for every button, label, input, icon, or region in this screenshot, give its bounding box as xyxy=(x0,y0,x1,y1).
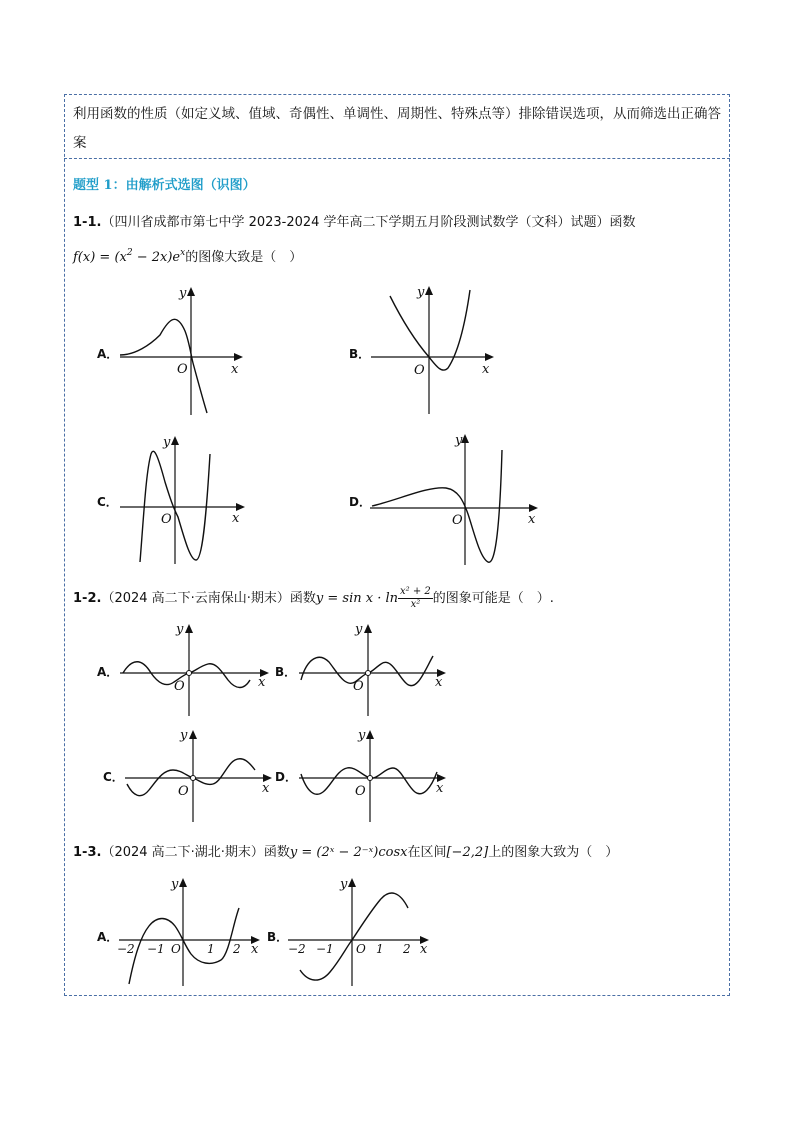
q1-graph-b xyxy=(368,282,498,417)
origin-label: O xyxy=(174,679,185,694)
q1-graph-a xyxy=(115,285,245,420)
q3-number: 1-3. xyxy=(73,845,102,860)
frame-divider xyxy=(64,158,730,159)
x-arrow-icon xyxy=(236,503,245,511)
curve xyxy=(129,908,239,984)
curve xyxy=(300,893,408,980)
curve xyxy=(301,768,437,795)
x-label: x xyxy=(528,512,536,527)
y-arrow-icon xyxy=(185,624,193,633)
q3-interval: [−2,2] xyxy=(446,845,489,860)
q2-option-c[interactable]: C． xyxy=(103,770,124,784)
q2-option-b[interactable]: B． xyxy=(275,665,297,679)
q2-option-d[interactable]: D． xyxy=(275,770,297,784)
q1-graph-d xyxy=(368,430,543,570)
tick-label-1: 1 xyxy=(207,942,215,956)
q2-source: （2024 高二下·云南保山·期末）函数 xyxy=(101,591,316,606)
tick-label-1: 1 xyxy=(376,942,384,956)
y-label: y xyxy=(455,433,463,448)
q1-option-b[interactable]: B． xyxy=(349,347,371,361)
y-label: y xyxy=(417,285,425,300)
q1-formula-line xyxy=(73,246,302,265)
y-arrow-icon xyxy=(187,287,195,296)
origin-label: O xyxy=(452,513,463,528)
tick-label-neg2: −2 xyxy=(117,942,135,956)
y-arrow-icon xyxy=(425,286,433,295)
y-label: y xyxy=(176,622,184,637)
origin-label: O xyxy=(161,512,172,527)
q3-stem xyxy=(73,841,618,860)
q3-source: （2024 高二下·湖北·期末）函数 xyxy=(101,845,290,860)
q2-number: 1-2. xyxy=(73,591,102,606)
q2-stem xyxy=(73,586,554,611)
origin-label: O xyxy=(355,784,366,799)
x-label: x xyxy=(231,362,239,377)
y-arrow-icon xyxy=(179,878,187,887)
x-label: x xyxy=(251,942,259,957)
x-arrow-icon xyxy=(529,504,538,512)
y-label: y xyxy=(179,286,187,301)
x-label: x xyxy=(258,675,266,690)
q2-graph-d xyxy=(297,726,452,824)
origin-label: O xyxy=(414,363,425,378)
curve xyxy=(372,450,502,562)
q3-option-b[interactable]: B． xyxy=(267,930,289,944)
origin-label: O xyxy=(353,679,364,694)
curve xyxy=(390,290,470,370)
q1-stem-end: 的图像大致是（ ） xyxy=(185,250,303,265)
intro-text: 利用函数的性质（如定义域、值域、奇偶性、单调性、周期性、特殊点等）排除错误选项，从而筛选出正确答案 xyxy=(73,106,721,151)
q3-graph-a xyxy=(117,874,267,989)
origin-label: O xyxy=(356,942,366,956)
y-arrow-icon xyxy=(366,730,374,739)
y-label: y xyxy=(163,435,171,450)
q2-stem-end: 的图象可能是（ ）. xyxy=(432,591,554,606)
x-label: x xyxy=(232,511,240,526)
tick-label-2: 2 xyxy=(403,942,411,956)
q1-option-c[interactable]: C． xyxy=(97,495,118,509)
y-arrow-icon xyxy=(171,436,179,445)
y-label: y xyxy=(355,622,363,637)
q3-graph-b xyxy=(286,874,436,989)
q2-graph-a xyxy=(118,620,273,718)
q1-number: 1-1. xyxy=(73,215,102,230)
q2-graph-b xyxy=(297,620,452,718)
y-arrow-icon xyxy=(364,624,372,633)
x-label: x xyxy=(420,942,428,957)
q3-mid: 在区间 xyxy=(407,845,447,860)
q1-option-a[interactable]: A． xyxy=(97,347,119,361)
q1-option-d[interactable]: D． xyxy=(349,495,371,509)
curve xyxy=(120,319,207,413)
q2-fraction: $\frac{\text{x² + 2}}{\text{x²}}$ xyxy=(400,586,431,610)
origin-label: O xyxy=(171,942,181,956)
x-label: x xyxy=(435,675,443,690)
q1-formula: $f(x) = (x^2 - 2x)e^x$ xyxy=(73,248,186,265)
origin-label: O xyxy=(177,362,188,377)
x-label: x xyxy=(262,781,270,796)
q1-source: （四川省成都市第七中学 2023-2024 学年高二下学期五月阶段测试数学（文科）试题）函数 xyxy=(101,215,636,230)
origin-hole-icon xyxy=(191,776,196,781)
origin-hole-icon xyxy=(187,671,192,676)
y-arrow-icon xyxy=(348,878,356,887)
q1-graph-c xyxy=(118,432,248,567)
tick-label-neg1: −1 xyxy=(316,942,334,956)
y-label: y xyxy=(340,877,348,892)
origin-hole-icon xyxy=(368,776,373,781)
origin-hole-icon xyxy=(366,671,371,676)
q1-stem xyxy=(73,211,636,230)
q2-option-a[interactable]: A． xyxy=(97,665,119,679)
tick-label-neg2: −2 xyxy=(288,942,306,956)
type-title: 题型 1：由解析式选图（识图） xyxy=(73,178,256,193)
q2-formula: y = sin x · ln xyxy=(315,591,399,606)
x-arrow-icon xyxy=(234,353,243,361)
q3-formula: y = (2ˣ − 2⁻ˣ)cosx xyxy=(289,845,408,860)
origin-label: O xyxy=(178,784,189,799)
q3-stem-end: 上的图象大致为（ ） xyxy=(488,845,619,860)
y-label: y xyxy=(358,728,366,743)
q3-option-a[interactable]: A． xyxy=(97,930,119,944)
x-label: x xyxy=(436,781,444,796)
y-arrow-icon xyxy=(189,730,197,739)
tick-label-2: 2 xyxy=(233,942,241,956)
q2-graph-c xyxy=(123,726,278,824)
y-label: y xyxy=(171,877,179,892)
x-label: x xyxy=(482,362,490,377)
y-label: y xyxy=(180,728,188,743)
x-arrow-icon xyxy=(485,353,494,361)
tick-label-neg1: −1 xyxy=(147,942,165,956)
